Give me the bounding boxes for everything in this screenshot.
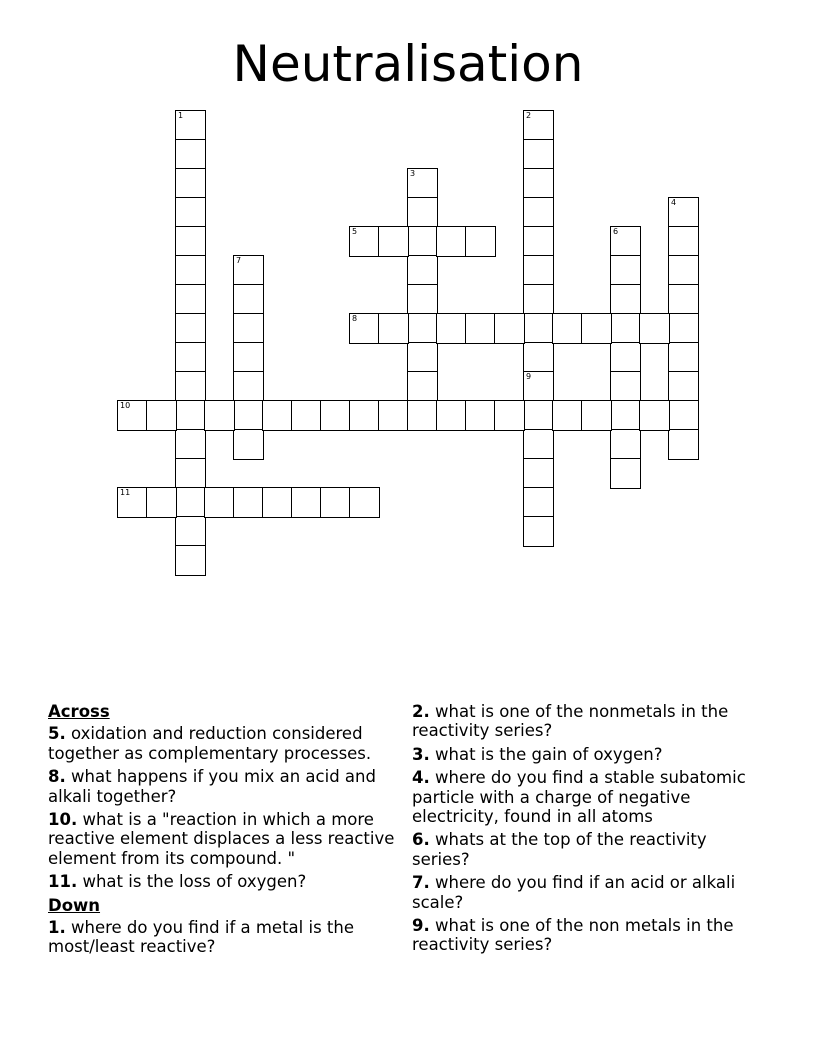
clue-number: 10. <box>48 810 78 830</box>
clue-text: what is one of the nonmetals in the reactivity series? <box>412 702 729 741</box>
grid-cell[interactable] <box>639 313 670 344</box>
grid-cell[interactable] <box>494 400 525 431</box>
grid-cell[interactable] <box>668 313 699 344</box>
grid-cell[interactable] <box>233 429 264 460</box>
grid-cell[interactable] <box>494 313 525 344</box>
grid-cell[interactable] <box>552 400 583 431</box>
grid-cell[interactable] <box>175 313 206 344</box>
clue-across-5 <box>48 724 400 763</box>
grid-cell[interactable] <box>523 255 554 286</box>
clue-text: where do you find a stable subatomic particle with a charge of negative electricity, found in all atoms <box>412 768 746 827</box>
clue-number: 9. <box>412 916 430 936</box>
cell-number: 3 <box>410 169 416 178</box>
grid-cell[interactable] <box>523 284 554 315</box>
clue-number: 6. <box>412 830 430 850</box>
grid-cell[interactable] <box>349 226 380 257</box>
grid-cell[interactable] <box>378 400 409 431</box>
clue-number: 1. <box>48 918 66 938</box>
clue-number: 3. <box>412 744 430 764</box>
cell-number: 4 <box>671 198 677 207</box>
grid-cell[interactable] <box>668 255 699 286</box>
clue-number: 2. <box>412 702 430 721</box>
grid-cell[interactable] <box>233 255 264 286</box>
grid-cell[interactable] <box>610 342 641 373</box>
clue-text: whats at the top of the reactivity series? <box>412 830 707 869</box>
clue-text: what is one of the non metals in the reactivity series? <box>412 916 734 955</box>
grid-cell[interactable] <box>117 487 148 518</box>
grid-cell[interactable] <box>581 400 612 431</box>
grid-cell[interactable] <box>523 342 554 373</box>
grid-cell[interactable] <box>523 516 554 547</box>
grid-cell[interactable] <box>668 197 699 228</box>
grid-cell[interactable] <box>175 516 206 547</box>
grid-cell[interactable] <box>639 400 670 431</box>
clue-number: 11. <box>48 872 78 892</box>
grid-cell[interactable] <box>320 400 351 431</box>
grid-cell[interactable] <box>436 400 467 431</box>
grid-cell[interactable] <box>552 313 583 344</box>
grid-cell[interactable] <box>175 255 206 286</box>
grid-cell[interactable] <box>668 226 699 257</box>
cell-number: 10 <box>120 401 131 410</box>
grid-cell[interactable] <box>610 458 641 489</box>
grid-cell[interactable] <box>465 313 496 344</box>
cell-number: 6 <box>613 227 619 236</box>
grid-cell[interactable] <box>349 400 380 431</box>
grid-cell[interactable] <box>610 313 641 344</box>
grid-cell[interactable] <box>349 313 380 344</box>
grid-cell[interactable] <box>407 168 438 199</box>
grid-cell[interactable] <box>175 545 206 576</box>
clue-text: what is the loss of oxygen? <box>82 872 307 892</box>
grid-cell[interactable] <box>175 197 206 228</box>
grid-cell[interactable] <box>523 371 554 402</box>
grid-cell[interactable] <box>523 110 554 141</box>
grid-cell[interactable] <box>233 400 264 431</box>
clue-down-6 <box>412 830 764 869</box>
grid-cell[interactable] <box>233 342 264 373</box>
grid-cell[interactable] <box>146 400 177 431</box>
clue-down-9 <box>412 916 764 955</box>
grid-cell[interactable] <box>262 400 293 431</box>
grid-cell[interactable] <box>436 313 467 344</box>
grid-cell[interactable] <box>610 400 641 431</box>
grid-cell[interactable] <box>407 226 438 257</box>
grid-cell[interactable] <box>175 168 206 199</box>
clue-across-10 <box>48 810 400 868</box>
clue-down-3 <box>412 745 764 764</box>
grid-cell[interactable] <box>668 342 699 373</box>
grid-cell[interactable] <box>378 226 409 257</box>
grid-cell[interactable] <box>436 226 467 257</box>
grid-cell[interactable] <box>291 400 322 431</box>
clue-text: where do you find if a metal is the most/least reactive? <box>48 918 354 957</box>
down-heading: Down <box>48 895 101 915</box>
grid-cell[interactable] <box>407 342 438 373</box>
grid-cell[interactable] <box>523 313 554 344</box>
clue-text: what happens if you mix an acid and alkali together? <box>48 767 376 806</box>
grid-cell[interactable] <box>610 371 641 402</box>
grid-cell[interactable] <box>233 371 264 402</box>
clue-text: what is a "reaction in which a more reactive element displaces a less reactive element from its compound. " <box>48 810 395 868</box>
clues-left-column <box>48 702 400 961</box>
cell-number: 8 <box>352 314 358 323</box>
grid-cell[interactable] <box>175 226 206 257</box>
grid-cell[interactable] <box>407 284 438 315</box>
grid-cell[interactable] <box>175 284 206 315</box>
grid-cell[interactable] <box>668 429 699 460</box>
grid-cell[interactable] <box>523 197 554 228</box>
grid-cell[interactable] <box>349 487 380 518</box>
grid-cell[interactable] <box>407 400 438 431</box>
grid-cell[interactable] <box>523 139 554 170</box>
grid-cell[interactable] <box>465 400 496 431</box>
grid-cell[interactable] <box>523 168 554 199</box>
grid-cell[interactable] <box>610 255 641 286</box>
clue-number: 7. <box>412 873 430 893</box>
clue-down-7 <box>412 873 764 912</box>
grid-cell[interactable] <box>378 313 409 344</box>
puzzle-title: Neutralisation <box>232 35 584 93</box>
grid-cell[interactable] <box>175 487 206 518</box>
grid-cell[interactable] <box>523 226 554 257</box>
cell-number: 2 <box>526 111 532 120</box>
grid-cell[interactable] <box>204 400 235 431</box>
clue-across-11 <box>48 872 400 891</box>
grid-cell[interactable] <box>610 429 641 460</box>
grid-cell[interactable] <box>610 226 641 257</box>
grid-cell[interactable] <box>523 487 554 518</box>
grid-cell[interactable] <box>407 197 438 228</box>
across-heading: Across <box>48 702 110 721</box>
grid-cell[interactable] <box>175 110 206 141</box>
grid-cell[interactable] <box>117 400 148 431</box>
clue-text: what is the gain of oxygen? <box>435 744 663 764</box>
grid-cell[interactable] <box>407 313 438 344</box>
grid-cell[interactable] <box>465 226 496 257</box>
grid-cell[interactable] <box>581 313 612 344</box>
cell-number: 7 <box>236 256 242 265</box>
clue-number: 4. <box>412 768 430 788</box>
grid-cell[interactable] <box>668 371 699 402</box>
grid-cell[interactable] <box>407 371 438 402</box>
grid-cell[interactable] <box>175 139 206 170</box>
grid-cell[interactable] <box>175 429 206 460</box>
clue-text: where do you find if an acid or alkali scale? <box>412 873 736 912</box>
grid-cell[interactable] <box>146 487 177 518</box>
grid-cell[interactable] <box>523 458 554 489</box>
clues-right-column <box>412 702 764 959</box>
cell-number: 5 <box>352 227 358 236</box>
grid-cell[interactable] <box>523 429 554 460</box>
grid-cell[interactable] <box>407 255 438 286</box>
clue-across-8 <box>48 767 400 806</box>
clue-down-4 <box>412 768 764 826</box>
grid-cell[interactable] <box>291 487 322 518</box>
grid-cell[interactable] <box>175 371 206 402</box>
grid-cell[interactable] <box>262 487 293 518</box>
grid-cell[interactable] <box>523 400 554 431</box>
grid-cell[interactable] <box>668 400 699 431</box>
grid-cell[interactable] <box>233 284 264 315</box>
cell-number: 9 <box>526 372 532 381</box>
grid-cell[interactable] <box>175 342 206 373</box>
grid-cell[interactable] <box>610 284 641 315</box>
clue-down-2 <box>412 702 764 741</box>
clue-down-1 <box>48 918 400 957</box>
grid-cell[interactable] <box>175 400 206 431</box>
grid-cell[interactable] <box>233 487 264 518</box>
grid-cell[interactable] <box>175 458 206 489</box>
grid-cell[interactable] <box>668 284 699 315</box>
grid-cell[interactable] <box>204 487 235 518</box>
cell-number: 11 <box>120 488 131 497</box>
grid-cell[interactable] <box>233 313 264 344</box>
cell-number: 1 <box>178 111 184 120</box>
grid-cell[interactable] <box>320 487 351 518</box>
clue-text: oxidation and reduction considered together as complementary processes. <box>48 724 372 763</box>
clue-number: 5. <box>48 724 66 744</box>
clue-number: 8. <box>48 767 66 787</box>
